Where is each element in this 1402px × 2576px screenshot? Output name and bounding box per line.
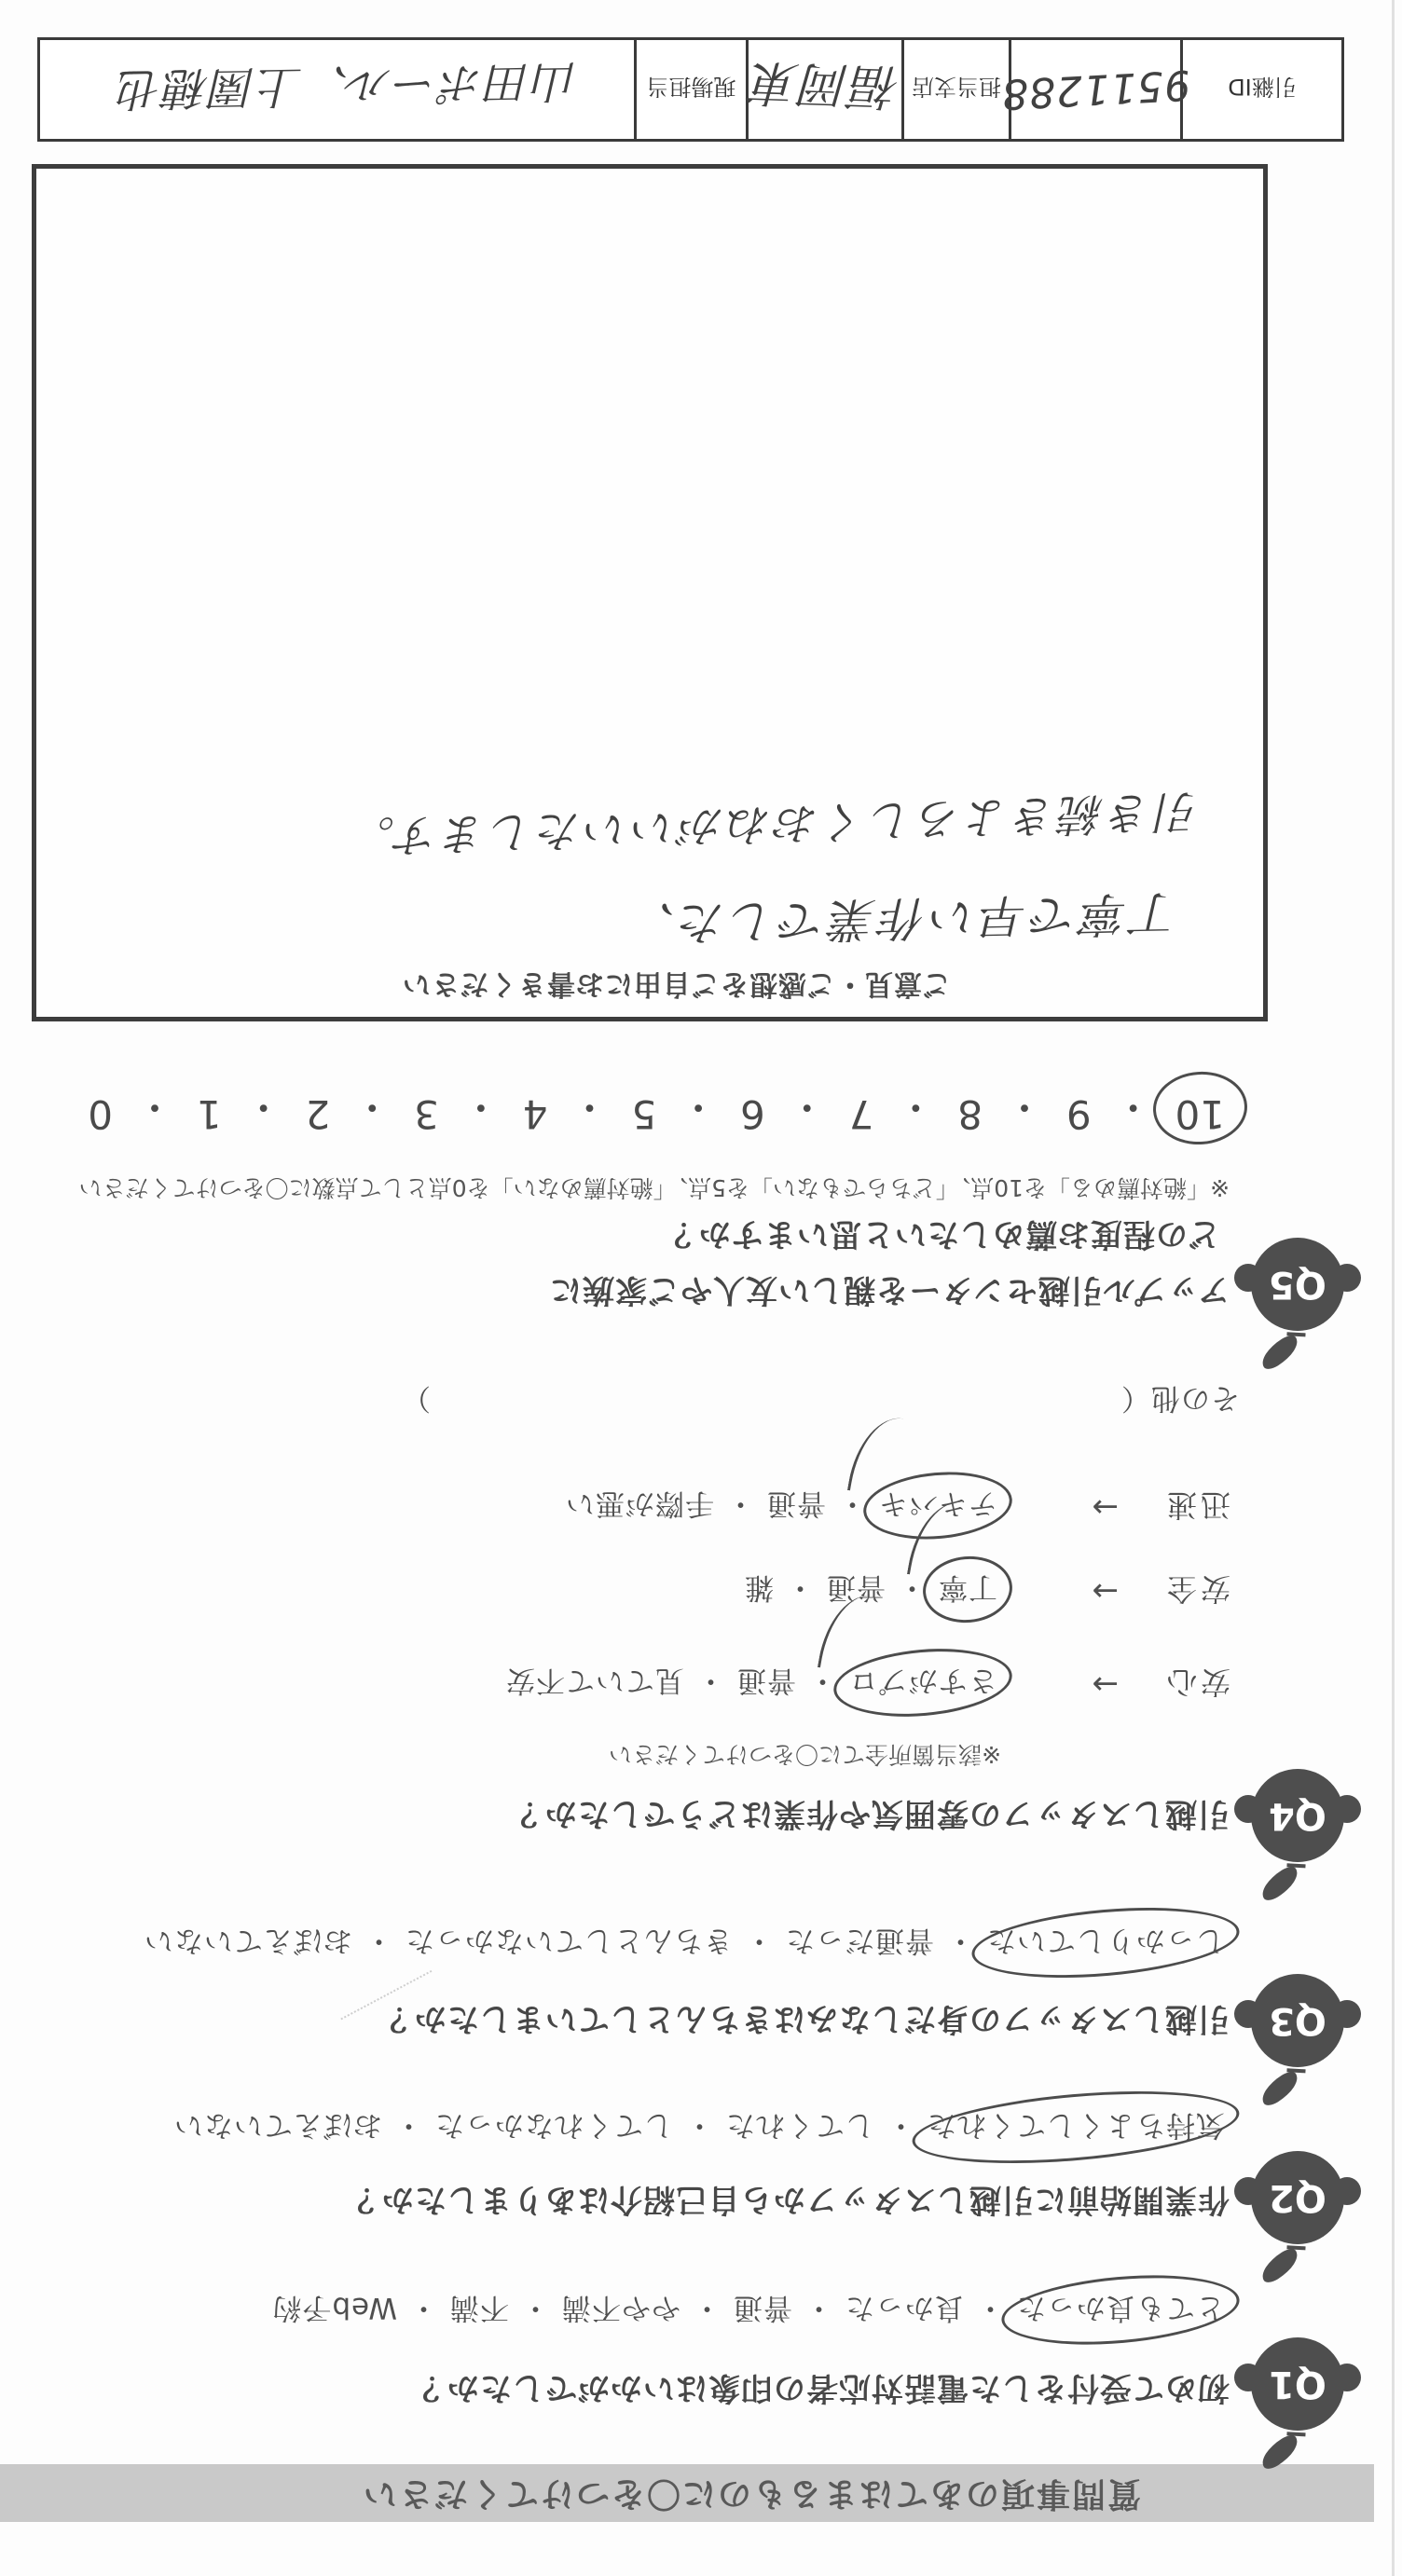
option: とても良かった — [1016, 2290, 1225, 2332]
option: おぼえていない — [173, 2108, 382, 2142]
q5-note: ※「絶対薦める」を10点、「どちらでもない」を5点、「絶対薦めない」を0点として点数に〇をつけてください — [78, 1174, 1230, 1201]
scale-value: 10 — [1175, 1081, 1225, 1137]
handwritten-id: 9511288 — [999, 61, 1192, 118]
option-separator: ・ — [364, 1924, 393, 1957]
q4-note: ※該当箇所全てに〇をつけてください — [609, 1741, 1001, 1768]
option: 丁寧 — [938, 1570, 997, 1612]
option: やや不満 — [561, 2291, 680, 2324]
arrow-right-icon: → — [1092, 1488, 1119, 1526]
q4-other-prefix: その他（ — [1120, 1381, 1240, 1415]
q3-options — [144, 1923, 1225, 1965]
arrow-right-icon: → — [1092, 1665, 1119, 1703]
q4-row-anshin — [75, 1663, 1230, 1706]
option: Web予約 — [271, 2291, 397, 2324]
option-separator: ・ — [945, 1924, 975, 1957]
option: おぼえていない — [144, 1924, 352, 1957]
instruction-text: 質問事項のあてはまるものに〇をつけてください — [361, 2474, 1141, 2513]
option-separator: ・ — [886, 2108, 915, 2142]
option-separator: ・ — [684, 2108, 714, 2142]
q3-badge-label: Q3 — [1251, 1974, 1344, 2067]
option-separator: ・ — [975, 2291, 1005, 2324]
leaf-icon — [1257, 1863, 1304, 1903]
q2-badge-label: Q2 — [1251, 2151, 1344, 2244]
option: 不満 — [449, 2291, 509, 2324]
q4-other-row — [401, 1380, 1240, 1422]
option: 普通 — [733, 2291, 792, 2324]
handover-table — [37, 37, 1344, 142]
q4-row-options — [744, 1570, 997, 1612]
q1-badge-label: Q1 — [1251, 2337, 1344, 2431]
q5-score-scale — [88, 1081, 1225, 1137]
handwritten-comment-line1: 丁寧で早い作業でした、 — [625, 884, 1180, 952]
option: 気持ちよくしてくれた — [927, 2107, 1225, 2149]
scale-value: 9 — [1065, 1091, 1092, 1137]
option-separator: ・ — [134, 1084, 174, 1130]
option-separator: ・ — [243, 1084, 283, 1130]
option-separator: ・ — [408, 2291, 438, 2324]
q4-row-options — [565, 1487, 997, 1528]
q1-question: 初めて受付をした電話対応者の印象はいかがでしたか？ — [414, 2369, 1230, 2406]
option: 普通 — [826, 1570, 886, 1605]
q5-question-line1: アップル引越センターを親しい友人やご家族に — [549, 1271, 1230, 1309]
q4-badge-label: Q4 — [1251, 1769, 1344, 1862]
q4-row-options — [505, 1664, 997, 1706]
option-separator: ・ — [460, 1084, 501, 1130]
option-separator: ・ — [679, 1084, 719, 1130]
instruction-bar — [0, 2464, 1374, 2522]
scale-value: 5 — [631, 1091, 657, 1137]
scan-edge-artifact — [1392, 0, 1395, 2576]
option-separator: ・ — [1004, 1084, 1044, 1130]
q4-row-jinsoku — [75, 1486, 1230, 1528]
scale-value: 1 — [196, 1091, 222, 1137]
q1-options — [271, 2290, 1225, 2332]
q4-row-anzen — [75, 1569, 1230, 1612]
option-separator: ・ — [393, 2108, 423, 2142]
option: きちんとしていなかった — [405, 1924, 733, 1957]
option: してくれなかった — [434, 2108, 673, 2142]
option-separator: ・ — [807, 1664, 837, 1698]
scale-value: 4 — [522, 1091, 548, 1137]
option-separator: ・ — [1113, 1084, 1153, 1130]
option: 良かった — [845, 2291, 964, 2324]
option: 見ていて不安 — [505, 1664, 684, 1698]
option: 雑 — [744, 1570, 774, 1605]
branch-label: 担当支店 — [901, 40, 1009, 139]
q2-question: 作業開始前に引越しスタッフから自己紹介はありましたか？ — [349, 2181, 1230, 2218]
option: しっかりしていた — [986, 1923, 1225, 1965]
leaf-icon — [1257, 1332, 1304, 1372]
handwritten-staff-names: 山田ポール、上園穂也 — [115, 55, 578, 116]
option: さすがプロ — [848, 1664, 997, 1706]
option-separator: ・ — [352, 1084, 392, 1130]
option-separator: ・ — [837, 1487, 867, 1521]
scale-value: 0 — [88, 1091, 114, 1137]
option-separator: ・ — [787, 1084, 827, 1130]
q4-row-label: 迅速 — [1162, 1487, 1230, 1523]
option: 手際が悪い — [565, 1487, 714, 1521]
scale-value: 7 — [848, 1091, 874, 1137]
option: テキパキ — [878, 1487, 997, 1528]
option: 普通 — [736, 1664, 796, 1698]
q4-question: 引越しスタッフの雰囲気や作業はどうでしたか？ — [512, 1795, 1230, 1832]
q3-mascot-badge — [1221, 1966, 1361, 2106]
q3-question: 引越しスタッフの身だしなみはきちんとしていましたか？ — [381, 2000, 1230, 2037]
option-separator: ・ — [570, 1084, 610, 1130]
scale-value: 6 — [740, 1091, 765, 1137]
handover-id-value — [999, 40, 1192, 139]
q5-question-line2: どの程度お薦めしたいと思いますか？ — [666, 1215, 1220, 1253]
leaf-icon — [1257, 2068, 1304, 2108]
q1-mascot-badge — [1221, 2330, 1361, 2470]
scale-value: 2 — [305, 1091, 331, 1137]
option: 普通 — [766, 1487, 826, 1521]
arrow-right-icon: → — [1092, 1572, 1119, 1610]
option-separator: ・ — [695, 1664, 725, 1698]
option-separator: ・ — [725, 1487, 755, 1521]
comment-box-label: ご意見・ご感想をご自由にお書きください — [402, 967, 951, 1000]
leaf-icon — [1257, 2432, 1304, 2472]
comment-box — [32, 164, 1268, 1021]
scale-value: 3 — [414, 1091, 439, 1137]
handwritten-branch: 福岡東 — [749, 53, 902, 116]
option-separator: ・ — [692, 2291, 722, 2324]
option: 普通だった — [785, 1924, 934, 1957]
q5-mascot-badge — [1221, 1230, 1361, 1370]
option-separator: ・ — [896, 1084, 936, 1130]
option-separator: ・ — [785, 1570, 815, 1605]
q4-mascot-badge — [1221, 1761, 1361, 1901]
option-separator: ・ — [804, 2291, 833, 2324]
option-separator: ・ — [744, 1924, 774, 1957]
option: してくれた — [725, 2108, 874, 2142]
q2-options — [173, 2107, 1225, 2149]
site-staff-value — [60, 40, 634, 139]
q5-badge-label: Q5 — [1251, 1238, 1344, 1331]
q4-row-label: 安全 — [1162, 1571, 1230, 1607]
branch-value — [746, 40, 901, 139]
option-separator: ・ — [520, 2291, 550, 2324]
scale-value: 8 — [957, 1091, 983, 1137]
q2-mascot-badge — [1221, 2144, 1361, 2283]
handwritten-comment-line2: 引き続きよろしくおねがいいたします。 — [346, 784, 1201, 863]
q4-row-label: 安心 — [1162, 1665, 1230, 1700]
leaf-icon — [1257, 2245, 1304, 2285]
q4-other-suffix: ） — [401, 1381, 431, 1415]
option-separator: ・ — [897, 1570, 927, 1605]
handover-id-label: 引継ID — [1180, 40, 1341, 139]
site-staff-label: 現場担当 — [634, 40, 746, 139]
